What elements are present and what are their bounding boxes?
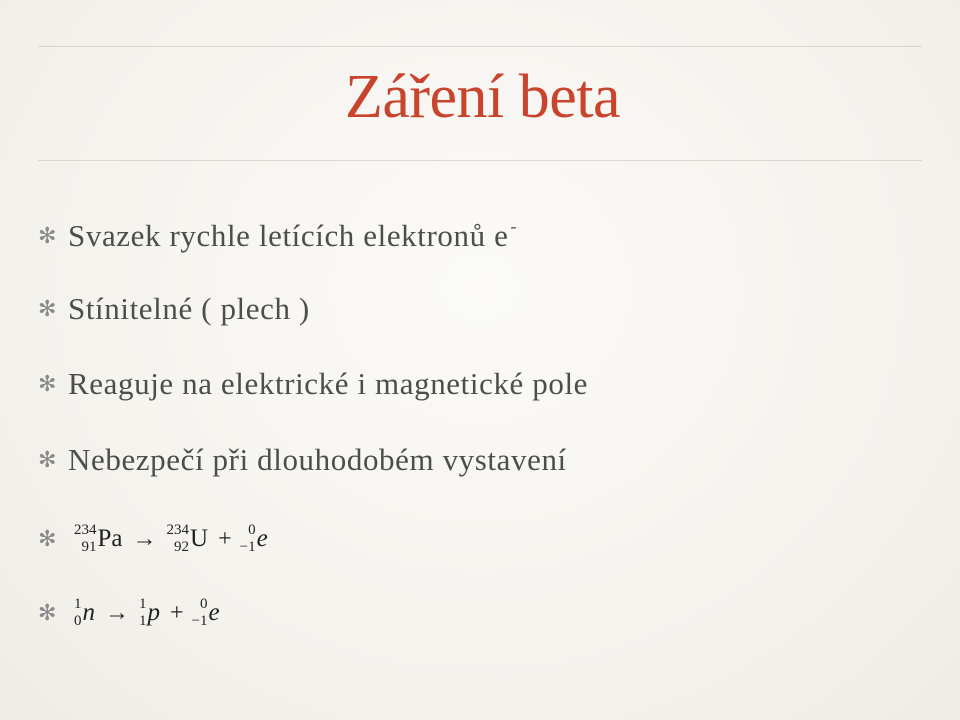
nuclide-electron [192, 596, 220, 630]
arrow-right-icon: → [132, 525, 157, 552]
nuclide-reactant [74, 596, 95, 630]
nuclide-reactant [74, 522, 123, 556]
asterisk-flower-icon: ✻ [38, 371, 57, 396]
bullet-item-shielding [38, 289, 310, 329]
particle-symbol: p [147, 599, 160, 626]
nuclide-product [139, 596, 160, 630]
equation-neutron-decay [38, 588, 222, 638]
nuclear-equation [74, 522, 270, 556]
nuclide-product [167, 522, 209, 556]
mass-number: 0 [248, 522, 256, 538]
plus-sign: + [170, 599, 184, 626]
bullet-text: Nebezpečí při dlouhodobém vystavení [68, 442, 567, 477]
element-symbol: U [190, 525, 209, 552]
atomic-number: 1 [139, 613, 147, 629]
bullet-item-danger [38, 440, 567, 480]
superscript-minus: - [510, 216, 518, 236]
particle-symbol: e [256, 525, 268, 552]
mass-number: 234 [74, 522, 97, 538]
mass-number: 0 [200, 596, 208, 612]
title-divider [38, 160, 922, 161]
arrow-right-icon: → [105, 599, 129, 626]
asterisk-flower-icon: ✻ [38, 600, 57, 625]
atomic-number: 91 [81, 539, 97, 555]
bullet-item-electron-beam [38, 216, 517, 256]
asterisk-flower-icon: ✻ [38, 296, 57, 321]
mass-number: 1 [74, 596, 82, 612]
nuclear-equation [74, 596, 222, 630]
mass-number: 1 [139, 596, 147, 612]
top-divider [38, 46, 922, 47]
atomic-number: −1 [191, 613, 208, 629]
bullet-text: Stínitelné ( plech ) [68, 291, 310, 326]
asterisk-flower-icon: ✻ [38, 526, 57, 551]
slide-title: Záření beta [344, 63, 620, 131]
element-symbol: Pa [97, 525, 123, 552]
bullet-item-field-reaction [38, 364, 588, 404]
atomic-number: 92 [174, 539, 189, 555]
particle-symbol: e [208, 599, 220, 626]
nuclide-electron [240, 522, 268, 556]
equation-protactinium-decay [38, 514, 270, 564]
asterisk-flower-icon: ✻ [38, 447, 57, 472]
atomic-number: −1 [239, 539, 256, 555]
plus-sign: + [218, 525, 232, 552]
particle-symbol: n [82, 599, 95, 626]
atomic-number: 0 [74, 613, 82, 629]
bullet-text: Reaguje na elektrické i magnetické pole [68, 366, 589, 401]
mass-number: 234 [166, 522, 189, 538]
bullet-text: Svazek rychle letících elektronů e - [68, 216, 518, 253]
asterisk-flower-icon: ✻ [38, 223, 57, 248]
